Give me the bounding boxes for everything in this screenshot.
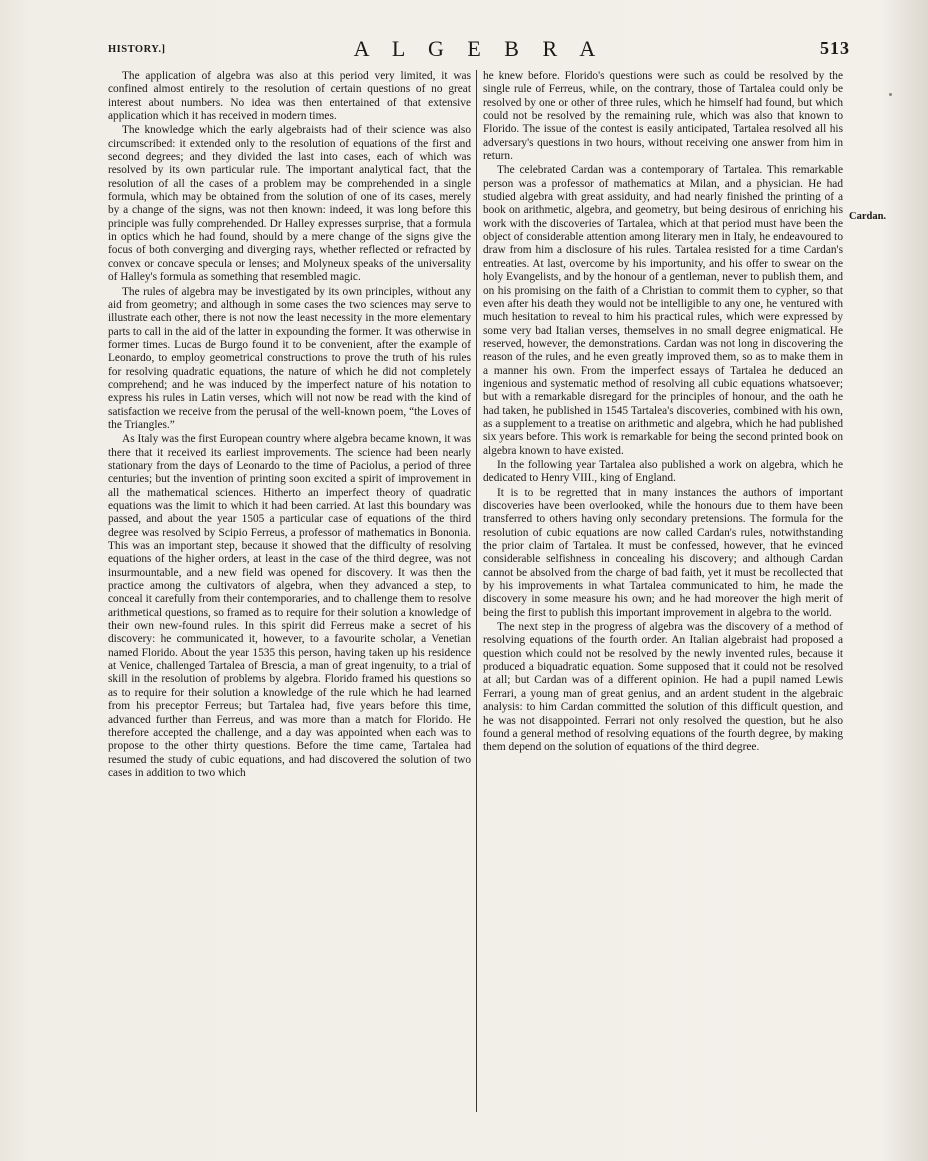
paragraph: The knowledge which the early algebraists had of their science was also circumscribed: it extended only to the resolution of equations of the first and second degrees; and they divided the last into cases, each of which was resolved by its own particular rule. The important analytical fact, that the resolution of all the cases of a problem may be comprehended in a single formula, which may be obtained from the solution of one of its cases, merely by a change of the signs, was not then known: indeed, it was long before this principle was fully comprehended. Dr Halley expresses surprise, that a formula in optics which he had found, should by a mere change of the signs give the focus of both converging and diverging rays, whether reflected or refracted by convex or concave specula or lenses; and Molyneux speaks of the universality of Halley's formula as something that resembled magic.	[108, 124, 471, 284]
left-column	[108, 70, 471, 780]
paragraph-continued: he knew before. Florido's questions were such as could be resolved by the single rule of Ferreus, while, on the contrary, those of Tartalea could only be resolved by one or other of three rules, which he himself had found, but which could not be resolved by the remaining rule, which was also that known to Florido. The issue of the contest is easily anticipated, Tartalea resolved all his adversary's questions in two hours, without receiving one answer from him in return.	[483, 70, 843, 163]
margin-note: Cardan.	[849, 211, 887, 222]
page-title: A L G E B R A	[353, 36, 605, 61]
paragraph: The rules of algebra may be investigated by its own principles, without any aid from geometry; and although in some cases the two sciences may serve to illustrate each other, there is not now the least necessity in the more elementary parts to call in the aid of the latter in expounding the former. It was otherwise in former times. Lucas de Burgo found it to be convenient, after the example of Leonardo, to employ geometrical constructions to prove the truth of his rules for resolving quadratic equations, the nature of which he did not completely comprehend; and he was induced by the imperfect nature of his notation to express his rules in Latin verses, which will not now be read with the kind of satisfaction we receive from the perusal of the well-known poem, “the Loves of the Triangles.”	[108, 285, 471, 431]
paragraph: The application of algebra was also at this period very limited, it was confined almost entirely to the resolution of certain questions of no great interest about numbers. No idea was then entertained of that extensive application which it has received in modern times.	[108, 70, 471, 123]
paragraph: The celebrated Cardan was a contemporary of Tartalea. This remarkable person was a professor of mathematics at Milan, and a physician. He had studied algebra with great assiduity, and had nearly finished the printing of a book on arithmetic, algebra, and geometry, but being desirous of enriching his work with the discoveries of Tartalea, which at that period must have been the object of considerable attention among literary men in Italy, he endeavoured to draw from him a disclosure of his rules. Tartalea resisted for a time Cardan's entreaties. At last, overcome by his importunity, and his offer to swear on the holy Evangelists, and by the honour of a gentleman, never to publish them, and on his promising on the faith of a Christian to commit them to cypher, so that even after his death they would not be intelligible to any one, he ventured with much hesitation to reveal to him his practical rules, which were expressed by some very bad Italian verses, themselves in no small degree enigmatical. He reserved, however, the demonstrations. Cardan was not long in discovering the reason of the rules, and he even greatly improved them, so as to make them in a manner his own. From the imperfect essays of Tartalea he deduced an ingenious and systematic method of resolving all cubic equations whatsoever; but with a remarkable disregard for the principles of honour, and the oath he had taken, he published in 1545 Tartalea's discoveries, combined with his own, as a supplement to a treatise on arithmetic and algebra, which he had published six years before. This work is remarkable for being the second printed book on algebra known to have existed.	[483, 164, 843, 457]
running-head	[108, 36, 850, 66]
paragraph: In the following year Tartalea also published a work on algebra, which he dedicated to Henry VIII., king of England.	[483, 458, 843, 485]
page-number: 513	[820, 38, 850, 58]
paragraph: It is to be regretted that in many instances the authors of important discoveries have been overlooked, while the honours due to them have been transferred to others having only secondary pretensions. The formula for the resolution of cubic equations are now called Cardan's rules, notwithstanding the prior claim of Tartalea. It must be confessed, however, that he evinced considerable selfishness in concealing his discovery; and although Cardan cannot be absolved from the charge of bad faith, yet it must be recollected that by his improvements in what Tartalea communicated to him, he made the discovery in some measure his own; and he had moreover the high merit of being the first to publish this important improvement in algebra to the world.	[483, 486, 843, 619]
paper-speck	[889, 93, 892, 96]
section-label: HISTORY.]	[108, 44, 166, 55]
column-divider	[476, 70, 477, 1112]
paragraph: The next step in the progress of algebra was the discovery of a method of resolving equations of the fourth order. An Italian algebraist had proposed a question which could not be resolved by the newly invented rules, because it produced a biquadratic equation. Some supposed that it could not be resolved at all; but Cardan was of a different opinion. He had a pupil named Lewis Ferrari, a young man of great genius, and an ardent student in the algebraic analysis: to him Cardan committed the solution of this difficult question, and he was not disappointed. Ferrari not only resolved the question, but he also found a general method of resolving equations of the fourth degree, by making them depend on the solution of equations of the third degree.	[483, 621, 843, 754]
paragraph: As Italy was the first European country where algebra became known, it was there that it received its earliest improvements. The science had been nearly stationary from the days of Leonardo to the time of Paciolus, a period of three centuries; but the invention of printing soon excited a spirit of improvement in all the mathematical sciences. Hitherto an imperfect theory of quadratic equations was the limit to which it had been carried. At last this boundary was passed, and about the year 1505 a particular case of equations of the third degree was resolved by Scipio Ferreus, a professor of mathematics in Bononia. This was an important step, because it showed that the difficulty of resolving equations of the higher orders, at least in the case of the third degree, was not insurmountable, and a new field was opened for discovery. It was then the practice among the cultivators of algebra, when they advanced a step, to conceal it carefully from their contemporaries, and to challenge them to resolve arithmetical questions, so framed as to require for their solution a knowledge of their own new-found rules. In this spirit did Ferreus make a secret of his discovery: he communicated it, however, to a favourite scholar, a Venetian named Florido. About the year 1535 this person, having taken up his residence at Venice, challenged Tartalea of Brescia, a man of great ingenuity, to a trial of skill in the resolution of problems by algebra. Florido framed his questions so as to require for their solution a knowledge of the rule which he had learned from his preceptor Ferreus; but Tartalea had, five years before this time, advanced further than Ferreus, and was more than a match for Florido. He therefore accepted the challenge, and a day was appointed when each was to propose to the other thirty questions. Before the time came, Tartalea had resumed the study of cubic equations, and had discovered the solution of two cases in addition to two which	[108, 433, 471, 779]
right-column	[483, 70, 843, 755]
